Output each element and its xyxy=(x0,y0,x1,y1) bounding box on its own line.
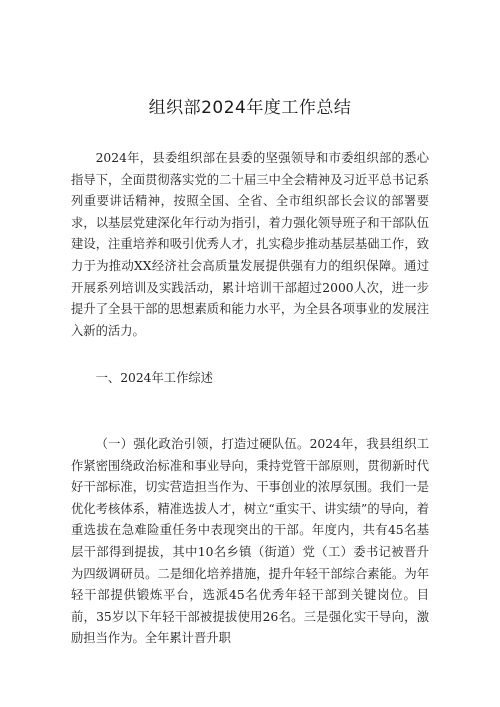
document-title: 组织部2024年度工作总结 xyxy=(148,98,352,118)
intro-paragraph: 2024年，县委组织部在县委的坚强领导和市委组织部的悉心指导下，全面贯彻落实党的二十届三中全会精神及习近平总书记系列重要讲话精神，按照全国、全省、全市组织部长会议的部署要求，以基层党建深化年行动为指引，着力强化领导班子和干部队伍建设，注重培养和吸引优秀人才，扎实稳步推动基层基础工作，致力于为推动XX经济社会高质量发展提供强有力的组织保障。通过开展系列培训及实践活动，累计培训干部超过2000人次，进一步提升了全县干部的思想素质和能力水平，为全县各项事业的发展注入新的活力。 xyxy=(71,151,429,338)
section-heading: 一、2024年工作综述 xyxy=(95,371,213,385)
section-paragraph: （一）强化政治引领，打造过硬队伍。2024年，我县组织工作紧密围绕政治标准和事业导向，秉持党管干部原则，贯彻新时代好干部标准，切实营造担当作为、干事创业的浓厚氛围。我们一是优化考核体系，精准选拔人才，树立“重实干、讲实绩”的导向，着重选拔在急难险重任务中表现突出的干部。年度内，共有45名基层干部得到提拔，其中10名乡镇（街道）党（工）委书记被晋升为四级调研员。二是细化培养措施，提升年轻干部综合素能。为年轻干部提供锻炼平台，选派45名优秀年轻干部到关键岗位。目前，35岁以下年轻干部被提拔使用26名。三是强化实干导向，激励担当作为。全年累计晋升职 xyxy=(71,437,429,646)
